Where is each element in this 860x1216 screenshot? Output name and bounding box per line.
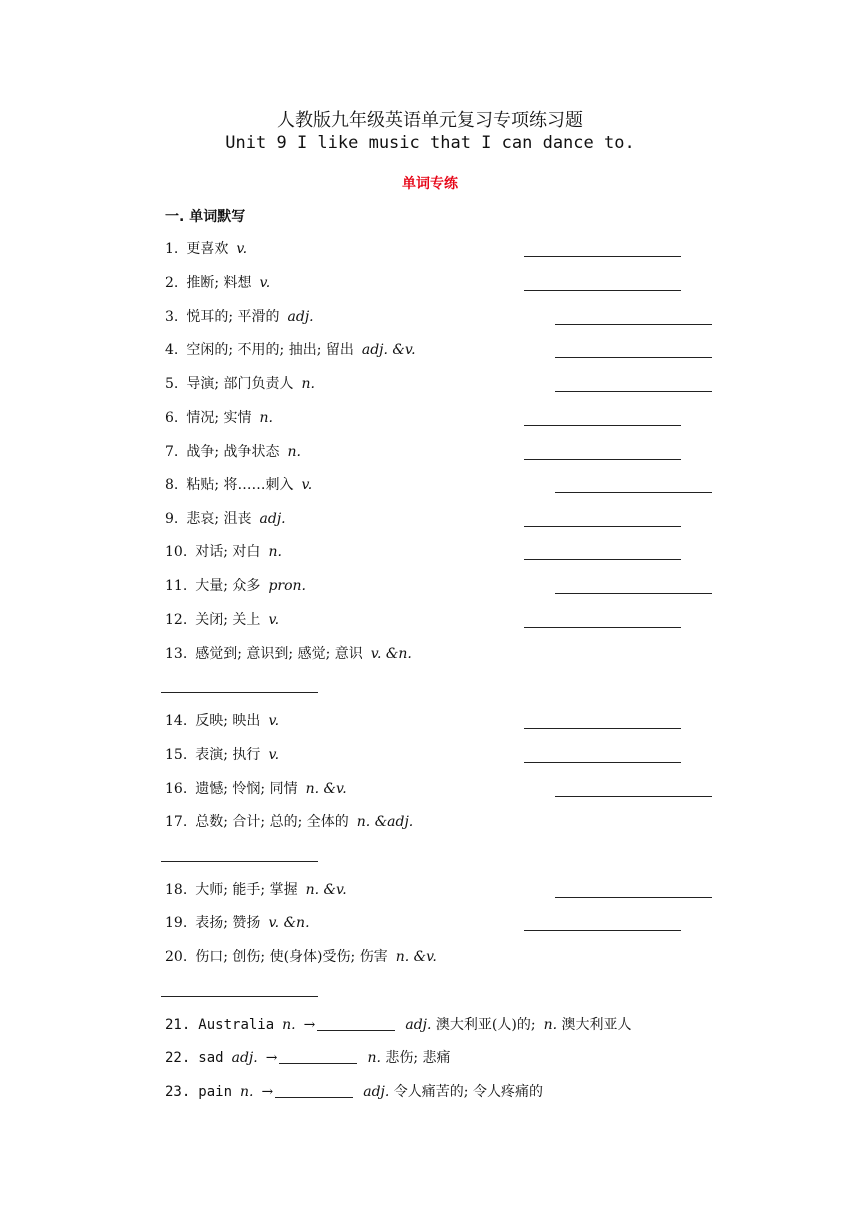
target-meaning: 澳大利亚(人)的; <box>435 1017 536 1033</box>
answer-blank[interactable] <box>524 559 681 560</box>
arrow-icon: → <box>261 1084 274 1100</box>
item-number: 22. <box>165 1050 191 1066</box>
item-number: 18. <box>165 882 188 898</box>
target-meaning: 悲伤; 悲痛 <box>385 1050 451 1066</box>
second-pos: n. <box>543 1017 558 1033</box>
item-pos: v. <box>268 612 280 628</box>
answer-blank[interactable] <box>161 861 318 862</box>
answer-blank[interactable] <box>317 1016 395 1031</box>
item-meaning: 粘贴; 将……刺入 <box>186 477 294 493</box>
item-number: 23. <box>165 1084 191 1100</box>
answer-blank[interactable] <box>524 762 681 763</box>
item-meaning: 情况; 实情 <box>186 410 252 426</box>
item-pos: n. <box>268 544 282 560</box>
title-chinese: 人教版九年级英语单元复习专项练习题 <box>277 110 583 131</box>
item-pos: adj. &v. <box>361 342 416 358</box>
item-pos: v. <box>268 747 280 763</box>
item-meaning: 空闲的; 不用的; 抽出; 留出 <box>186 342 354 358</box>
item-meaning: 表演; 执行 <box>195 747 261 763</box>
answer-blank[interactable] <box>524 627 681 628</box>
base-word: sad <box>198 1050 224 1066</box>
item-number: 5. <box>165 376 179 392</box>
vocab-item <box>165 645 412 663</box>
item-number: 6. <box>165 410 179 426</box>
item-number: 2. <box>165 275 179 291</box>
answer-blank[interactable] <box>555 796 712 797</box>
answer-blank[interactable] <box>555 492 712 493</box>
answer-blank[interactable] <box>555 391 712 392</box>
answer-blank[interactable] <box>555 357 712 358</box>
section-title: 单词专练 <box>402 176 458 192</box>
item-meaning: 大量; 众多 <box>195 578 261 594</box>
item-meaning: 反映; 映出 <box>195 713 261 729</box>
item-meaning: 表扬; 赞扬 <box>195 915 261 931</box>
answer-blank[interactable] <box>161 996 318 997</box>
target-meaning: 令人痛苦的; 令人疼痛的 <box>393 1084 543 1100</box>
item-pos: pron. <box>268 578 306 594</box>
vocab-item <box>165 240 247 258</box>
item-meaning: 感觉到; 意识到; 感觉; 意识 <box>195 646 363 662</box>
item-pos: v. <box>236 241 248 257</box>
answer-blank[interactable] <box>524 459 681 460</box>
item-meaning: 导演; 部门负责人 <box>186 376 294 392</box>
item-number: 10. <box>165 544 188 560</box>
item-meaning: 总数; 合计; 总的; 全体的 <box>195 814 349 830</box>
vocab-item <box>165 611 279 629</box>
item-number: 12. <box>165 612 188 628</box>
item-pos: v. &n. <box>268 915 310 931</box>
item-pos: v. <box>301 477 313 493</box>
item-number: 15. <box>165 747 188 763</box>
item-number: 16. <box>165 781 188 797</box>
arrow-icon: → <box>303 1017 316 1033</box>
target-pos: n. <box>367 1050 381 1066</box>
item-number: 19. <box>165 915 188 931</box>
item-pos: v. <box>268 713 280 729</box>
base-word: Australia <box>198 1017 275 1033</box>
answer-blank[interactable] <box>555 593 712 594</box>
vocab-item <box>165 577 306 595</box>
item-number: 13. <box>165 646 188 662</box>
item-number: 21. <box>165 1017 191 1033</box>
vocab-item <box>165 476 312 494</box>
item-meaning: 更喜欢 <box>186 241 229 257</box>
item-number: 3. <box>165 309 179 325</box>
item-number: 11. <box>165 578 188 594</box>
item-meaning: 战争; 战争状态 <box>186 444 280 460</box>
item-meaning: 伤口; 创伤; 使(身体)受伤; 伤害 <box>195 949 388 965</box>
item-pos: n. <box>287 444 301 460</box>
vocab-item <box>165 543 282 561</box>
vocab-item <box>165 948 437 966</box>
vocab-item <box>165 746 279 764</box>
item-number: 8. <box>165 477 179 493</box>
item-number: 17. <box>165 814 188 830</box>
item-number: 1. <box>165 241 179 257</box>
target-pos: adj. <box>405 1017 432 1033</box>
item-pos: n. &v. <box>395 949 437 965</box>
answer-blank[interactable] <box>275 1083 353 1098</box>
answer-blank[interactable] <box>555 897 712 898</box>
vocab-item <box>165 780 347 798</box>
item-pos: v. &n. <box>370 646 412 662</box>
vocab-item <box>165 881 347 899</box>
answer-blank[interactable] <box>524 290 681 291</box>
answer-blank[interactable] <box>524 930 681 931</box>
vocab-item <box>165 308 314 326</box>
base-pos: n. <box>282 1017 296 1033</box>
item-meaning: 遗憾; 怜悯; 同情 <box>195 781 298 797</box>
vocab-item <box>165 712 279 730</box>
item-number: 4. <box>165 342 179 358</box>
derivation-item <box>165 1083 543 1101</box>
item-pos: adj. <box>287 309 314 325</box>
vocab-item <box>165 274 270 292</box>
answer-blank[interactable] <box>524 728 681 729</box>
derivation-item <box>165 1049 451 1067</box>
arrow-icon: → <box>265 1050 278 1066</box>
vocab-item <box>165 409 273 427</box>
item-pos: n. &adj. <box>356 814 414 830</box>
target-pos: adj. <box>363 1084 390 1100</box>
item-pos: n. &v. <box>305 781 347 797</box>
item-pos: n. &v. <box>305 882 347 898</box>
answer-blank[interactable] <box>555 324 712 325</box>
item-meaning: 悦耳的; 平滑的 <box>186 309 280 325</box>
item-meaning: 悲哀; 沮丧 <box>186 511 252 527</box>
item-pos: v. <box>259 275 271 291</box>
vocab-item <box>165 443 301 461</box>
item-number: 20. <box>165 949 188 965</box>
item-number: 7. <box>165 444 179 460</box>
answer-blank[interactable] <box>524 425 681 426</box>
base-pos: adj. <box>231 1050 258 1066</box>
item-meaning: 大师; 能手; 掌握 <box>195 882 298 898</box>
item-pos: adj. <box>259 511 286 527</box>
item-number: 14. <box>165 713 188 729</box>
answer-blank[interactable] <box>524 256 681 257</box>
item-number: 9. <box>165 511 179 527</box>
item-pos: n. <box>301 376 315 392</box>
second-meaning: 澳大利亚人 <box>561 1017 632 1033</box>
vocab-item <box>165 375 315 393</box>
vocab-item <box>165 813 413 831</box>
vocab-item <box>165 510 286 528</box>
vocab-item <box>165 341 416 359</box>
vocab-item <box>165 914 310 932</box>
item-meaning: 关闭; 关上 <box>195 612 261 628</box>
answer-blank[interactable] <box>279 1049 357 1064</box>
exercise-heading: 一. 单词默写 <box>165 209 246 225</box>
item-meaning: 对话; 对白 <box>195 544 261 560</box>
answer-blank[interactable] <box>161 692 318 693</box>
answer-blank[interactable] <box>524 526 681 527</box>
base-pos: n. <box>240 1084 254 1100</box>
base-word: pain <box>198 1084 233 1100</box>
item-meaning: 推断; 料想 <box>186 275 252 291</box>
item-pos: n. <box>259 410 273 426</box>
derivation-item <box>165 1016 631 1034</box>
title-english: Unit 9 I like music that I can dance to. <box>225 133 635 153</box>
